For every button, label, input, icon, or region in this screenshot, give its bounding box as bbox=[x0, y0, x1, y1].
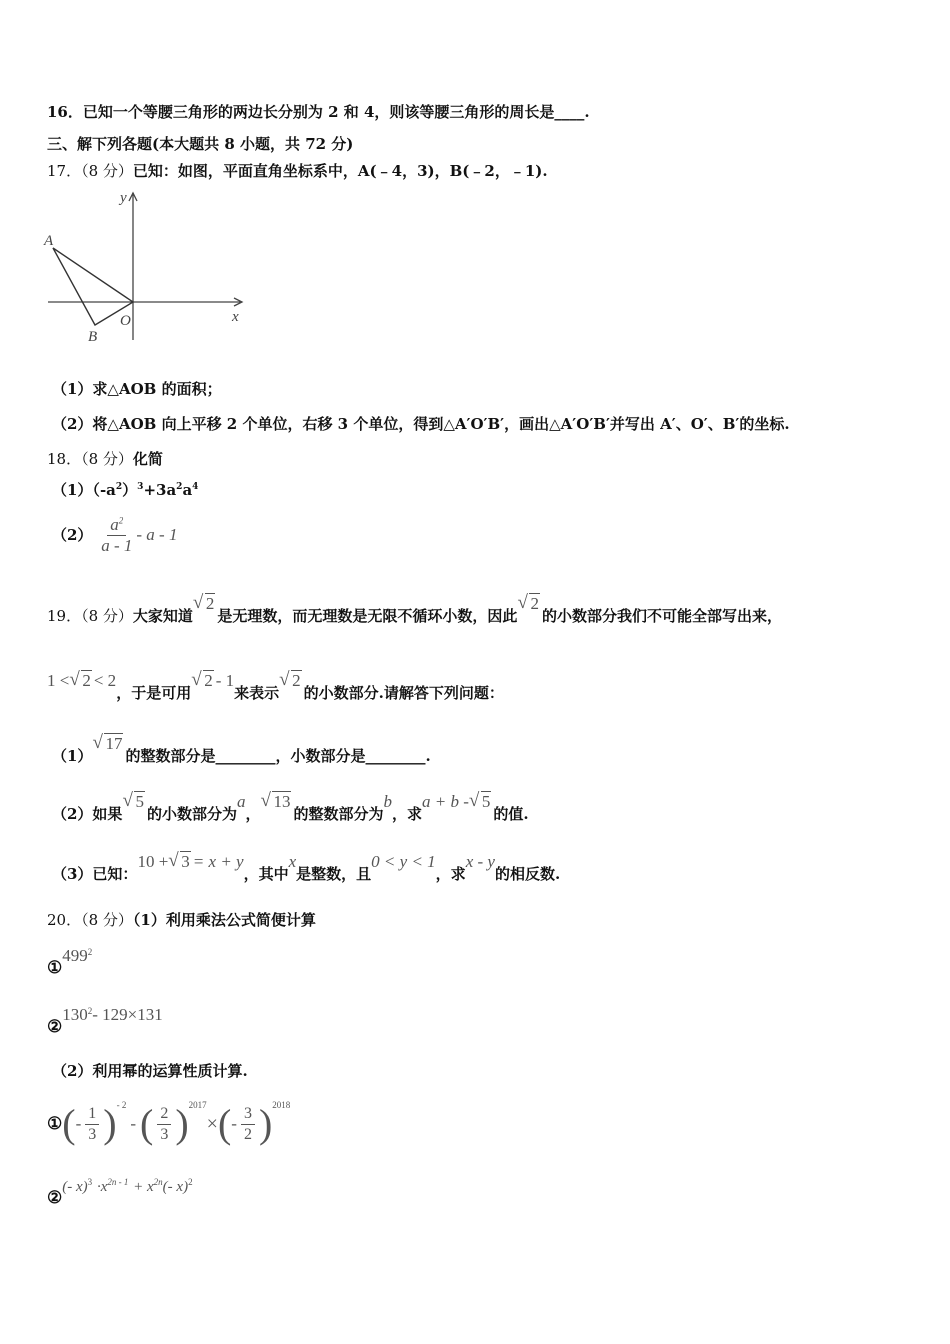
q20-title: （1）利用乘法公式简便计算 bbox=[132, 911, 316, 929]
q19-t1: 大家知道 bbox=[132, 607, 193, 625]
q18-p2-label: （2） bbox=[52, 525, 93, 544]
q18-p1-a: a bbox=[182, 481, 193, 499]
question-19-line-2 bbox=[47, 671, 504, 703]
q20-calc-2 bbox=[47, 1005, 163, 1037]
f3-minus: - bbox=[231, 1113, 237, 1133]
label-y: y bbox=[120, 190, 127, 206]
label-o: O bbox=[120, 313, 131, 329]
sqrt-2-a: √ 2 bbox=[195, 594, 216, 614]
q17-number: 17．（8 分） bbox=[47, 162, 133, 180]
q19-t2: 是无理数，而无理数是无限不循环小数，因此 bbox=[217, 607, 518, 625]
question-20 bbox=[47, 911, 316, 929]
q19-ineq-left: 1 < bbox=[47, 671, 70, 690]
question-18 bbox=[47, 450, 163, 468]
sqrt-5-a: √ 5 bbox=[124, 792, 145, 812]
q19-p3-t3: ，求 bbox=[435, 865, 466, 883]
q19-minus-1: - 1 bbox=[215, 671, 235, 690]
sqrt-2-c: √ 2 bbox=[71, 671, 92, 691]
q20-e2-rest: - 129×131 bbox=[92, 1005, 163, 1024]
q19-number: 19．（8 分） bbox=[47, 607, 133, 625]
g-b-exp: 2n - 1 bbox=[107, 1177, 129, 1187]
label-b: B bbox=[88, 329, 98, 345]
circle-2: ② bbox=[47, 1017, 63, 1037]
q20-e1-base: 499 bbox=[62, 946, 88, 965]
q18-p1-exp3: 2 bbox=[176, 482, 183, 492]
q18-p1-base: -a bbox=[99, 481, 116, 499]
q19-p3-t1: ，其中 bbox=[243, 865, 289, 883]
q19-p2-t4: ，求 bbox=[391, 805, 422, 823]
q18-number: 18．（8 分） bbox=[47, 450, 133, 468]
f1-minus: - bbox=[75, 1113, 82, 1133]
q19-p1-text: 的整数部分是________，小数部分是________. bbox=[125, 747, 431, 765]
q19-p1-label: （1） bbox=[52, 747, 93, 765]
g-d: (- x) bbox=[162, 1179, 189, 1195]
q19-t5: 来表示 bbox=[234, 684, 280, 702]
coordinate-figure bbox=[40, 185, 255, 345]
sqrt-2-d: √ 2 bbox=[193, 671, 214, 691]
circle-4: ② bbox=[47, 1188, 63, 1208]
q20-e2-exp: 2 bbox=[87, 1006, 93, 1016]
q18-fraction bbox=[101, 515, 132, 557]
q20-part-2: （2）利用幂的运算性质计算. bbox=[52, 1062, 248, 1080]
q17-part-1: （1）求△AOB 的面积； bbox=[52, 380, 222, 398]
section-title: 三、解下列各题(本大题共 8 小题，共 72 分) bbox=[47, 135, 354, 153]
q19-p2-t1: 的小数部分为 bbox=[146, 805, 237, 823]
g-a: (- x) bbox=[62, 1179, 88, 1195]
label-x: x bbox=[232, 309, 239, 325]
q20-calc-3: ①(- $\frac{1}{3}$ )$^{- 2}$- ( $\frac{2}{3}$ )$^{2017}$×(- $\frac{3}{2}$ )$^{2018}$ bbox=[47, 1100, 291, 1146]
q20-e2-base: 130 bbox=[62, 1005, 88, 1024]
q20-calc-4 bbox=[47, 1177, 193, 1208]
q18-p1-exp4: 4 bbox=[192, 482, 199, 492]
q19-p2-t5: 的值. bbox=[493, 805, 529, 823]
q19-p3-t2: 是整数，且 bbox=[296, 865, 372, 883]
f1-exp: - 2 bbox=[116, 1100, 127, 1110]
question-17 bbox=[47, 162, 548, 180]
f2-exp: 2017 bbox=[188, 1100, 207, 1110]
f-times: × bbox=[206, 1113, 218, 1135]
q18-part-2 bbox=[52, 515, 177, 557]
q19-p3-t4: 的相反数. bbox=[494, 865, 561, 883]
q19-p3-ineq: 0 < y < 1 bbox=[371, 852, 436, 871]
q18-frac-den: a - 1 bbox=[101, 536, 133, 556]
f3-exp: 2018 bbox=[272, 1100, 291, 1110]
q19-var-b: b bbox=[383, 792, 392, 811]
q19-t6: 的小数部分.请解答下列问题： bbox=[303, 684, 504, 702]
f-mid-minus: - bbox=[130, 1113, 136, 1133]
q20-calc-1 bbox=[47, 946, 93, 978]
q20-number: 20．（8 分） bbox=[47, 911, 133, 929]
q19-p2-label: （2）如果 bbox=[52, 805, 123, 823]
q17-text: 已知：如图，平面直角坐标系中，A(﹣4，3)，B(﹣2，﹣1). bbox=[132, 162, 548, 180]
sqrt-5-b: √ 5 bbox=[471, 792, 492, 812]
sqrt-2-b: √ 2 bbox=[519, 594, 540, 614]
g-a-exp: 3 bbox=[87, 1177, 93, 1187]
label-a: A bbox=[44, 233, 54, 249]
q19-part-2 bbox=[52, 792, 529, 824]
question-19-line-1 bbox=[47, 594, 782, 626]
q19-p3-label: （3）已知： bbox=[52, 865, 138, 883]
q19-p3-expr-a: 10 + bbox=[137, 852, 169, 871]
q18-p1-exp: 2 bbox=[115, 482, 123, 492]
q19-p2-t2: ， bbox=[245, 805, 261, 823]
q19-expr: a + b - bbox=[422, 792, 469, 811]
q19-part-3 bbox=[52, 852, 561, 884]
q20-e1-exp: 2 bbox=[87, 947, 93, 957]
q18-p1-close: ） bbox=[122, 481, 138, 499]
q18-p1-label: （1）（ bbox=[52, 481, 100, 499]
q18-p1-rest: +3a bbox=[143, 481, 177, 499]
q19-p3-expr-b: = x + y bbox=[192, 852, 244, 871]
q19-t4: ，于是可用 bbox=[116, 684, 192, 702]
q16-text: 16．已知一个等腰三角形的两边长分别为 2 和 4，则该等腰三角形的周长是____. bbox=[47, 103, 590, 121]
sqrt-2-e: √ 2 bbox=[281, 671, 302, 691]
q19-p3-x: x bbox=[288, 852, 297, 871]
q19-p3-xy: x - y bbox=[465, 852, 495, 871]
q18-p1-exp2: 3 bbox=[137, 482, 144, 492]
q19-part-1 bbox=[52, 734, 431, 766]
g-c: + x bbox=[133, 1179, 154, 1195]
q17-part-2: （2）将△AOB 向上平移 2 个单位，右移 3 个单位，得到△A′O′B′，画出△A′O′B′并写出 A′、O′、B′的坐标. bbox=[52, 415, 790, 433]
q18-frac-num-exp: 2 bbox=[118, 515, 124, 526]
sqrt-13: √ 13 bbox=[262, 792, 291, 812]
circle-3: ① bbox=[47, 1113, 63, 1134]
question-16 bbox=[47, 103, 590, 121]
g-c-exp: 2n bbox=[153, 1177, 163, 1187]
fraction-3-2: $\frac{3}{2}$ bbox=[241, 1104, 255, 1143]
g-d-exp: 2 bbox=[188, 1177, 193, 1187]
q19-t3: 的小数部分我们不可能全部写出来， bbox=[541, 607, 782, 625]
q18-part-1 bbox=[52, 481, 198, 499]
fraction-1-3: $\frac{1}{3}$ bbox=[85, 1104, 99, 1143]
q18-title: 化简 bbox=[132, 450, 163, 468]
g-b: ·x bbox=[96, 1179, 108, 1195]
sqrt-3: √ 3 bbox=[170, 852, 191, 872]
q19-ineq-right: < 2 bbox=[93, 671, 117, 690]
sqrt-17: √ 17 bbox=[94, 734, 123, 754]
q19-var-a: a bbox=[236, 792, 246, 811]
q18-p2-tail: - a - 1 bbox=[136, 524, 178, 544]
circle-1: ① bbox=[47, 958, 63, 978]
fraction-2-3: $\frac{2}{3}$ bbox=[157, 1104, 171, 1143]
q19-p2-t3: 的整数部分为 bbox=[293, 805, 384, 823]
q18-frac-num: a bbox=[110, 515, 119, 534]
